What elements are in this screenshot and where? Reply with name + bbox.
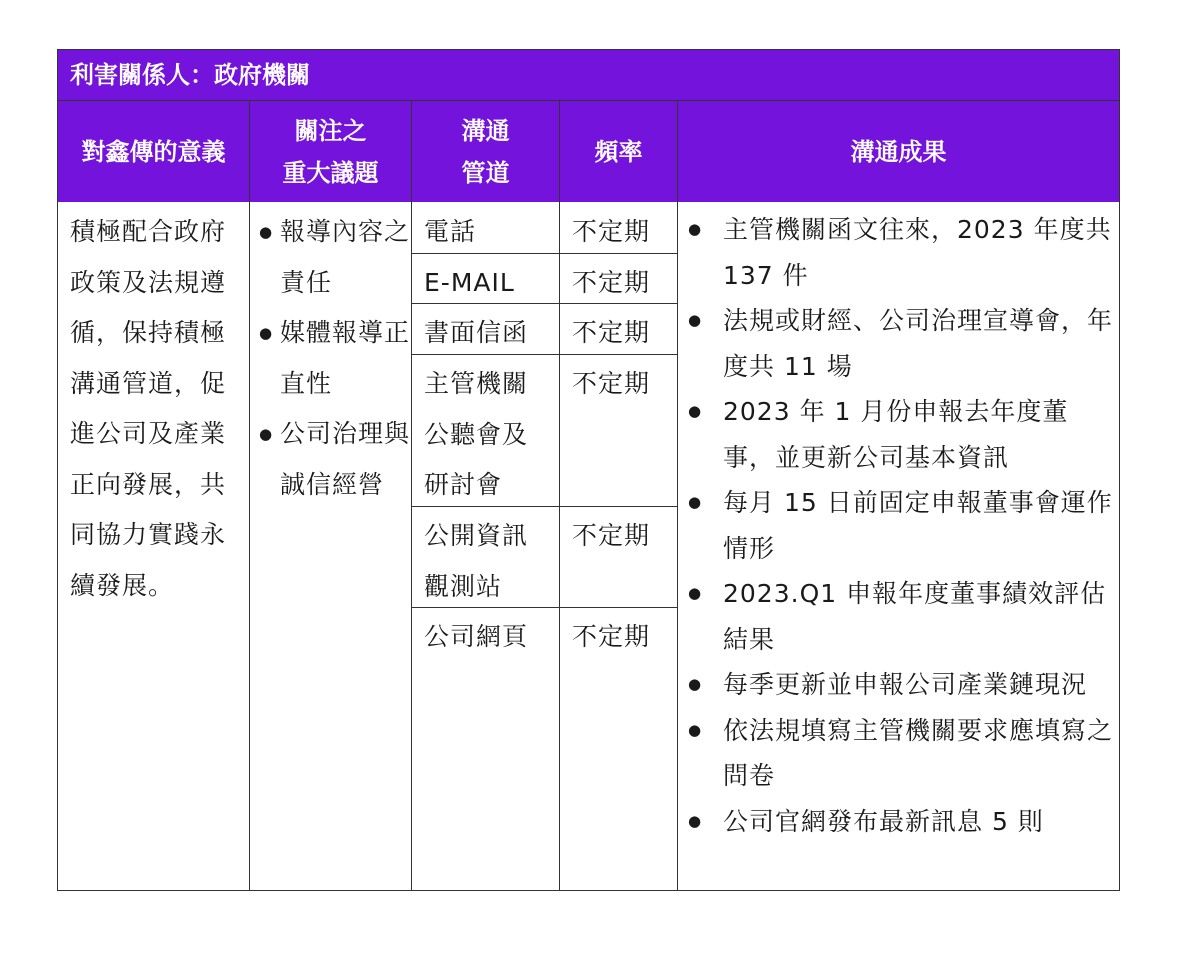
stakeholder-table <box>57 49 1120 891</box>
channel-cell: 電話 <box>424 217 477 246</box>
frequency-cell: 不定期 <box>572 521 651 550</box>
frequency-cell: 不定期 <box>572 268 651 297</box>
channel-cell: E-MAIL <box>424 268 515 297</box>
frequency-cell: 不定期 <box>572 318 651 347</box>
frequency-cell: 不定期 <box>572 622 651 651</box>
frequency-cell: 不定期 <box>572 369 651 398</box>
table-title: 利害關係人：政府機關 <box>58 50 1119 101</box>
list-item: ● 媒體報導正直性 <box>256 308 412 409</box>
header-channel: 溝通 管道 <box>412 101 560 202</box>
column-divider <box>559 202 560 890</box>
results-list <box>686 207 1116 844</box>
list-item: ● 2023 年 1 月份申報去年度董事，並更新公司基本資訊 <box>686 389 1116 480</box>
frequency-cell: 不定期 <box>572 217 651 246</box>
column-divider <box>677 202 678 890</box>
list-item: ● 主管機關函文往來，2023 年度共 137 件 <box>686 207 1116 298</box>
list-item: ● 法規或財經、公司治理宣導會，年度共 11 場 <box>686 298 1116 389</box>
channel-cell: 公開資訊觀測站 <box>424 521 529 601</box>
list-item: ● 公司官網發布最新訊息 5 則 <box>686 799 1116 845</box>
header-issues: 關注之 重大議題 <box>250 101 412 202</box>
header-meaning: 對鑫傳的意義 <box>58 101 250 202</box>
issues-list <box>256 207 412 510</box>
list-item: ● 每月 15 日前固定申報董事會運作情形 <box>686 480 1116 571</box>
channel-cell: 主管機關公聽會及研討會 <box>424 369 529 499</box>
header-results: 溝通成果 <box>678 101 1119 202</box>
list-item: ● 依法規填寫主管機關要求應填寫之問卷 <box>686 708 1116 799</box>
list-item: ● 報導內容之責任 <box>256 207 412 308</box>
list-item: ● 2023.Q1 申報年度董事績效評估結果 <box>686 571 1116 662</box>
list-item: ● 公司治理與誠信經營 <box>256 409 412 510</box>
column-divider <box>249 202 250 890</box>
meaning-text: 積極配合政府政策及法規遵循，保持積極溝通管道，促進公司及產業正向發展，共同協力實踐永續發展。 <box>70 217 227 600</box>
header-frequency: 頻率 <box>560 101 678 202</box>
channel-cell: 書面信函 <box>424 318 529 347</box>
list-item: ● 每季更新並申報公司產業鏈現況 <box>686 662 1116 708</box>
channel-cell: 公司網頁 <box>424 622 529 651</box>
